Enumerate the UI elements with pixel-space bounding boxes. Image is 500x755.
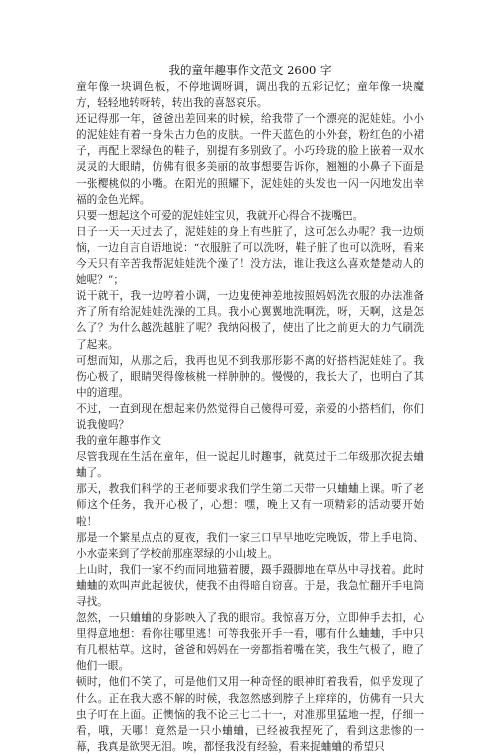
paragraph: 忽然，一只蛐蛐的身影映入了我的眼帘。我惊喜万分，立即伸手去扣，心里得意地想：看你往哪里逃！可等我张开手一看，哪有什么蛐蛐，手中只有几根枯草。这时，爸爸和妈妈在一旁都指着嘴在笑，我生气极了，瞪了他们一眼。 xyxy=(76,612,424,673)
paragraph: 那是一个繁星点点的夏夜，我们一家三口早早地吃完晚饭，带上手电筒、小水壶来到了学校前那座翠绿的小山坡上。 xyxy=(76,531,424,560)
paragraph: 还记得那一年，爸爸出差回来的时候，给我带了一个漂亮的泥娃娃。小小的泥娃娃有着一身朱古力色的皮肤。一件天蓝色的小外套，粉红色的小裙子，再配上翠绿色的鞋子，别提有多别致了。小巧玲珑的脸上嵌着一双水灵灵的大眼睛，仿佛有很多美丽的故事想要告诉你，翘翘的小鼻子下面是一张樱桃似的小嘴。在阳光的照耀下，泥娃娃的头发也一闪一闪地发出幸福的金色光辉。 xyxy=(76,113,424,206)
paragraph: 可想而知，从那之后，我再也见不到我那形影不离的好搭档泥娃娃了。我伤心极了，眼睛哭得像核桃一样肿肿的。慢慢的，我长大了，也明白了其中的道理。 xyxy=(76,354,424,399)
paragraph: 上山时，我们一家不约而同地猫着腰，蹑手蹑脚地在草丛中寻找着。此时蛐蛐的欢叫声此起彼伏，使我不由得暗自窃喜。于是，我急忙翻开手电筒寻找。 xyxy=(76,563,424,608)
paragraph: 尽管我现在生活在童年，但一说起儿时趣事，就莫过于二年级那次捉去蛐蛐了。 xyxy=(76,451,424,480)
paragraph: 只要一想起这个可爱的泥娃娃宝贝，我就开心得合不拢嘴巴。 xyxy=(76,209,364,222)
paragraph: 顿时，他们不笑了，可是他们又用一种奇怪的眼神盯着我看，似乎发现了什么。正在我大惑不解的时候，我忽然感到脖子上痒痒的，仿佛有一只大虫子叮在上面。正懊恼的我不论三七二十一，对准那里猛地一捏，仔细一看，哦，天哪！竟然是一只小蛐蛐，已经被我捏死了，看到这悲惨的一幕，我真是欲哭无泪。唉，都怪我没有经验，看来捉蛐蛐的希望只 xyxy=(76,676,424,753)
paragraph: 童年像一块调色板，不停地调呀调，调出我的五彩记忆；童年像一块魔方，轻轻地转呀转，转出我的喜怒哀乐。 xyxy=(76,81,424,110)
section-heading: 我的童年趣事作文 xyxy=(76,435,162,448)
paragraph: 说干就干，我一边哼着小调，一边鬼使神差地按照妈妈洗衣服的办法准备齐了所有给泥娃娃洗澡的工具。我小心翼翼地洗啊洗，呀，天啊，这是怎么了？为什么越洗越脏了呢？我纳闷极了，使出了比之前更大的力气刷洗了起来。 xyxy=(76,290,424,351)
paragraph: 那天，教我们科学的王老师要求我们学生第二天带一只蛐蛐上课。听了老师这个任务，我开心极了，心想：嘿，晚上又有一项精彩的活动要开始啦！ xyxy=(76,483,424,528)
document-title: 我的童年趣事作文范文 2600 字 xyxy=(168,63,332,77)
document-body xyxy=(76,79,424,755)
paragraph: 日子一天一天过去了，泥娃娃的身上有些脏了，这可怎么办呢？我一边烦恼，一边自言自语地说：“衣服脏了可以洗呀，鞋子脏了也可以洗呀，看来今天只有辛苦我帮泥娃娃洗个澡了！没方法，谁让我这么喜欢楚楚动人的她呢？”； xyxy=(76,225,424,287)
paragraph: 不过，一直到现在想起来仍然觉得自己傻得可爱，亲爱的小搭档们，你们说我傻吗？ xyxy=(76,402,424,431)
